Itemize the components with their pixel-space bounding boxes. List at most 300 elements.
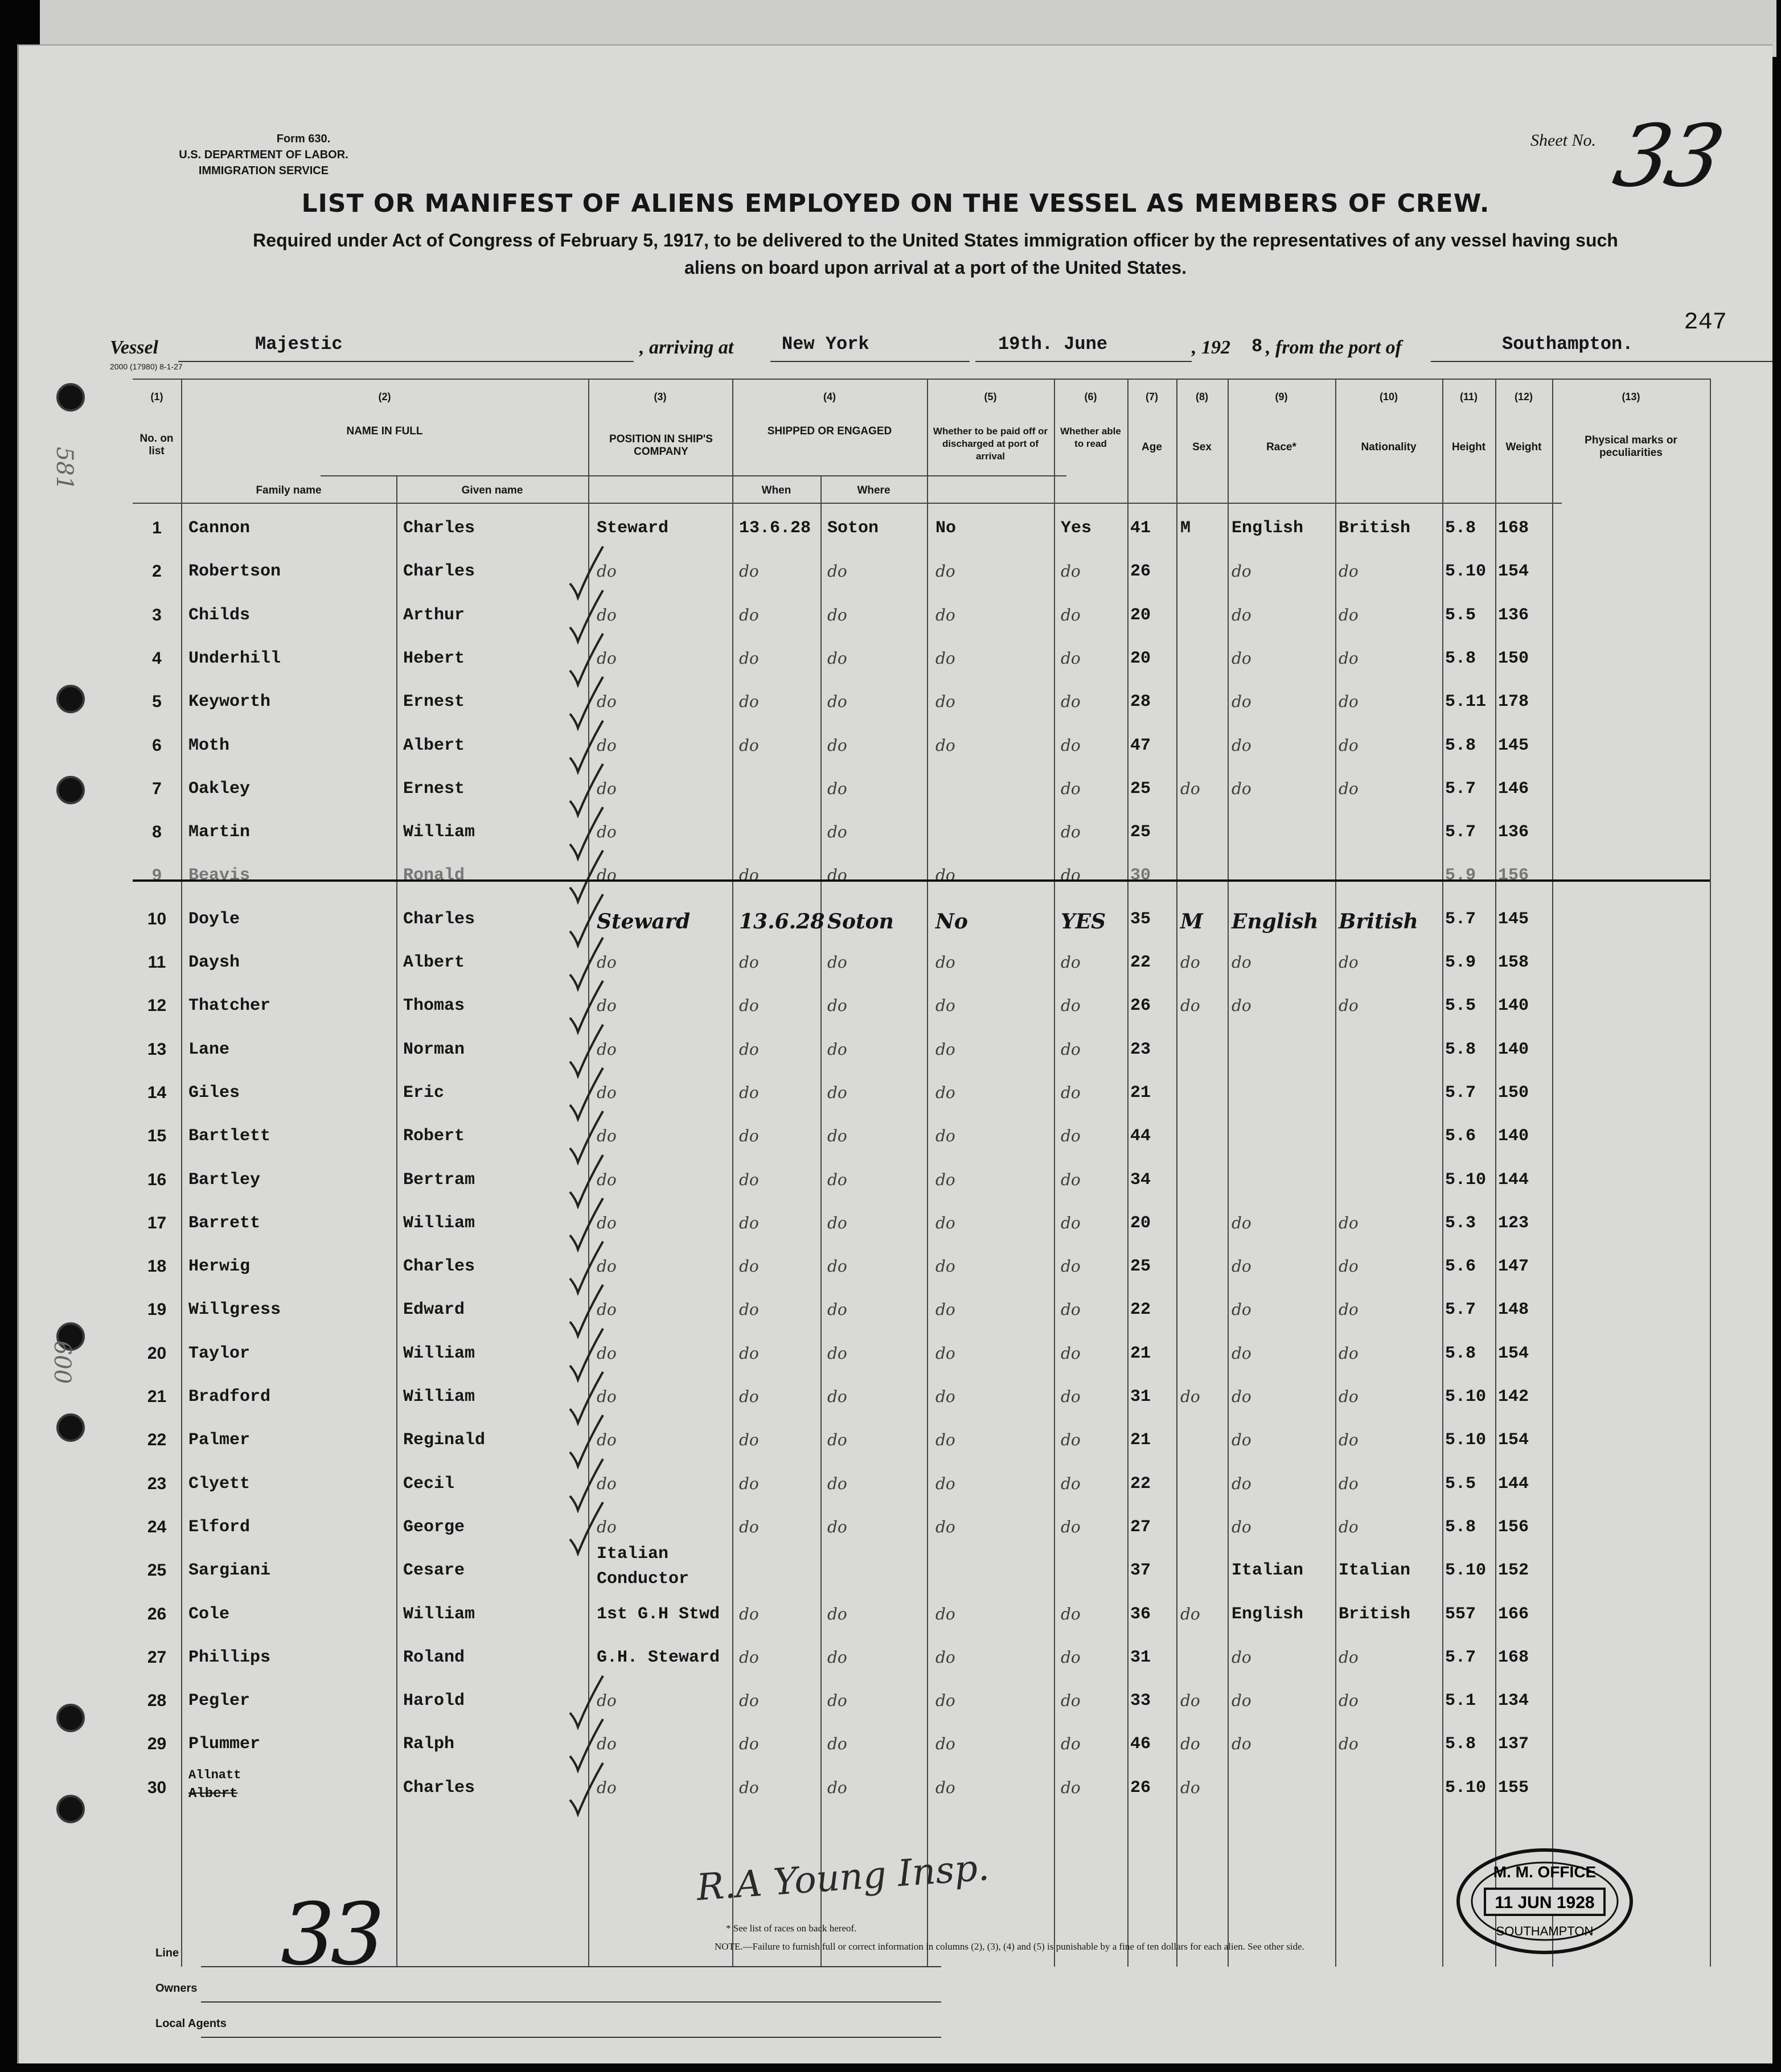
cell-family: Moth	[188, 735, 230, 755]
cell-age: 26	[1130, 996, 1151, 1016]
cell-no: 22	[147, 1430, 167, 1450]
cell-age: 23	[1130, 1039, 1151, 1059]
cell-race: do	[1232, 1257, 1251, 1276]
cell-family: Oakley	[188, 779, 251, 799]
cell-family: Bradford	[188, 1387, 271, 1407]
cell-where: do	[827, 1083, 847, 1102]
col-11-number: (11)	[1459, 391, 1478, 402]
cell-given: Albert	[403, 953, 465, 972]
vessel-name: Majestic	[255, 334, 343, 355]
cell-no: 25	[147, 1561, 167, 1580]
cell-no: 17	[147, 1213, 167, 1232]
cell-read: do	[1061, 735, 1081, 755]
cell-position: do	[597, 1343, 617, 1363]
cell-weight: 150	[1498, 1083, 1529, 1103]
cell-nationality: Italian	[1339, 1561, 1411, 1581]
cell-age: 21	[1130, 1343, 1151, 1363]
cell-family: Allnatt	[188, 1767, 241, 1782]
cell-weight: 155	[1498, 1778, 1529, 1798]
cell-given: Ralph	[403, 1734, 455, 1754]
cell-family: Childs	[188, 605, 251, 625]
cell-when: do	[739, 1343, 759, 1363]
col-6-number: (6)	[1084, 391, 1097, 402]
cell-paid: do	[935, 692, 955, 712]
cell-height: 5.5	[1445, 1474, 1476, 1494]
cell-height: 557	[1445, 1604, 1476, 1624]
cell-read: do	[1061, 1430, 1081, 1450]
cell-family: Clyett	[188, 1474, 251, 1494]
cell-family: Palmer	[188, 1430, 251, 1450]
cell-position: do	[597, 1517, 617, 1536]
cell-weight: 154	[1498, 562, 1529, 582]
vessel-line	[110, 334, 1704, 365]
cell-when: do	[739, 735, 759, 755]
penalty-note: NOTE.—Failure to furnish full or correct information in columns (2), (3), (4) and (5) is punishable by a fine of ten dollars for each alien. See other side.	[715, 1941, 1304, 1952]
cell-read: do	[1061, 996, 1081, 1016]
cell-position: do	[597, 1430, 617, 1450]
cell-weight: 145	[1498, 909, 1529, 929]
cell-read: do	[1061, 605, 1081, 624]
cell-nationality: do	[1339, 1691, 1359, 1711]
cell-nationality: do	[1339, 953, 1359, 972]
cell-read: do	[1061, 1517, 1081, 1536]
table-row	[133, 1292, 1710, 1335]
cell-given: Hebert	[403, 648, 465, 668]
subtitle-line-1: Required under Act of Congress of February 5, 1917, to be delivered to the United States immigration officer by the representatives of any vessel having such	[253, 230, 1618, 250]
cell-family: Robertson	[188, 562, 281, 582]
cell-nationality: do	[1339, 996, 1359, 1016]
cell-where: do	[827, 1517, 847, 1536]
cell-height: 5.10	[1445, 1430, 1487, 1450]
cell-when: 13.6.28	[739, 519, 811, 538]
col-3-header: POSITION IN SHIP'S COMPANY	[609, 433, 713, 458]
table-row	[133, 1075, 1710, 1119]
col-3-number: (3)	[654, 391, 667, 402]
cell-height: 5.8	[1445, 1039, 1476, 1059]
cell-age: 35	[1130, 909, 1151, 929]
cell-paid: No	[935, 519, 957, 538]
cell-read: do	[1061, 1778, 1081, 1797]
cell-age: 26	[1130, 562, 1151, 582]
col-12-number: (12)	[1514, 391, 1533, 402]
strike-through-line	[133, 879, 1710, 882]
cell-where: do	[827, 953, 847, 972]
cell-paid: do	[935, 1517, 955, 1536]
cell-paid: do	[935, 1474, 955, 1493]
cell-family: Herwig	[188, 1257, 251, 1277]
cell-when: do	[739, 1213, 759, 1232]
cell-race: do	[1232, 996, 1251, 1016]
cell-where: do	[827, 779, 847, 798]
cell-race: do	[1232, 1300, 1251, 1319]
cell-race: do	[1232, 648, 1251, 668]
table-row	[133, 1544, 1710, 1596]
cell-height: 5.9	[1445, 953, 1476, 972]
cell-race: do	[1232, 1474, 1251, 1493]
cell-read: Yes	[1061, 519, 1092, 538]
table-row	[133, 728, 1710, 771]
cell-paid: do	[935, 1604, 955, 1623]
cell-when: do	[739, 996, 759, 1016]
cell-paid: do	[935, 1039, 955, 1059]
cell-paid: do	[935, 1691, 955, 1711]
cell-family: Martin	[188, 823, 251, 842]
cell-position: do	[597, 1691, 617, 1711]
cell-nationality: British	[1339, 519, 1411, 538]
cell-weight: 136	[1498, 823, 1529, 842]
cell-race: English	[1232, 519, 1304, 538]
col-10-header: Nationality	[1361, 441, 1417, 453]
cell-where: do	[827, 692, 847, 712]
cell-height: 5.6	[1445, 1127, 1476, 1146]
cell-when: do	[739, 1734, 759, 1754]
cell-paid: do	[935, 1778, 955, 1797]
cell-sex: M	[1180, 519, 1191, 538]
cell-no: 23	[147, 1474, 167, 1493]
cell-read: do	[1061, 562, 1081, 581]
cell-paid: do	[935, 1213, 955, 1232]
cell-weight: 144	[1498, 1170, 1529, 1190]
cell-race: Italian	[1232, 1561, 1304, 1581]
cell-nationality: British	[1339, 1604, 1411, 1624]
cell-paid: do	[935, 1083, 955, 1102]
cell-paid: do	[935, 1127, 955, 1146]
cell-given: Ernest	[403, 692, 465, 712]
table-row	[133, 1423, 1710, 1466]
cell-position: do	[597, 1039, 617, 1059]
form-number: Form 630.	[276, 133, 331, 145]
cell-paid: do	[935, 953, 955, 972]
cell-nationality: British	[1339, 909, 1418, 934]
cell-read: do	[1061, 1170, 1081, 1189]
table-row	[133, 641, 1710, 684]
cell-weight: 152	[1498, 1561, 1529, 1581]
cell-paid: do	[935, 648, 955, 668]
table-row	[133, 511, 1710, 554]
cell-where: do	[827, 1734, 847, 1754]
cell-read: do	[1061, 1691, 1081, 1711]
cell-family-struck: Albert	[188, 1786, 238, 1802]
table-row	[133, 1683, 1710, 1726]
cell-weight: 145	[1498, 735, 1529, 755]
cell-family: Willgress	[188, 1300, 281, 1320]
col-4-header: SHIPPED OR ENGAGED	[767, 425, 892, 437]
cell-read: do	[1061, 1127, 1081, 1146]
cell-read: do	[1061, 1604, 1081, 1623]
cell-height: 5.11	[1445, 692, 1487, 712]
cell-weight: 140	[1498, 996, 1529, 1016]
cell-weight: 158	[1498, 953, 1529, 972]
office-stamp	[1454, 1844, 1636, 1958]
cell-weight: 140	[1498, 1127, 1529, 1146]
cell-height: 5.8	[1445, 519, 1476, 538]
table-row	[133, 1032, 1710, 1075]
cell-paid: do	[935, 1300, 955, 1319]
vessel-label: Vessel	[110, 337, 158, 358]
cell-paid: do	[935, 1343, 955, 1363]
cell-no: 28	[147, 1691, 167, 1711]
cell-position: do	[597, 1734, 617, 1754]
cell-when: do	[739, 562, 759, 581]
cell-family: Doyle	[188, 909, 240, 929]
cell-family: Keyworth	[188, 692, 271, 712]
cell-weight: 168	[1498, 1647, 1529, 1667]
cell-height: 5.8	[1445, 1517, 1476, 1537]
cell-race: do	[1232, 735, 1251, 755]
cell-where: do	[827, 1604, 847, 1623]
sheet-number: 33	[1606, 107, 1729, 206]
cell-no: 12	[147, 996, 167, 1016]
col-5-number: (5)	[984, 391, 997, 402]
table-row	[133, 1767, 1710, 1814]
cell-read: do	[1061, 692, 1081, 712]
inspector-signature: R.A Young Insp.	[695, 1847, 991, 1909]
col-6-header: Whether able to read	[1060, 426, 1121, 449]
form-identifier	[173, 131, 355, 179]
check-mark-icon	[565, 1760, 605, 1817]
cell-position: Italian Conductor	[597, 1544, 690, 1589]
cell-position: do	[597, 1300, 617, 1319]
cell-given: William	[403, 1387, 475, 1407]
cell-weight: 123	[1498, 1213, 1529, 1233]
cell-race: do	[1232, 692, 1251, 712]
cell-given: Reginald	[403, 1430, 486, 1450]
cell-given: Ernest	[403, 779, 465, 799]
cell-height: 5.10	[1445, 562, 1487, 582]
cell-when: do	[739, 1430, 759, 1450]
cell-when: do	[739, 1387, 759, 1406]
cell-position: 1st G.H Stwd	[597, 1604, 720, 1624]
cell-age: 25	[1130, 823, 1151, 842]
cell-no: 26	[147, 1604, 167, 1623]
cell-height: 5.7	[1445, 1083, 1476, 1103]
cell-no: 10	[147, 909, 167, 928]
cell-position: Steward	[597, 909, 690, 934]
margin-mark-top: 581	[51, 446, 78, 491]
cell-paid: do	[935, 1734, 955, 1754]
cell-age: 20	[1130, 648, 1151, 668]
cell-age: 20	[1130, 605, 1151, 625]
races-note: * See list of races on back hereof.	[726, 1923, 857, 1934]
cell-race: do	[1232, 1430, 1251, 1450]
line-field-label: Line	[155, 1947, 179, 1959]
cell-age: 22	[1130, 1300, 1151, 1320]
cell-position: do	[597, 562, 617, 581]
cell-nationality: do	[1339, 1647, 1359, 1667]
cell-position: do	[597, 1083, 617, 1102]
manifest-subtitle	[155, 227, 1716, 281]
cell-where: do	[827, 562, 847, 581]
cell-family: Taylor	[188, 1343, 251, 1363]
footer-note	[715, 1919, 1304, 1956]
cell-position: do	[597, 735, 617, 755]
cell-when: do	[739, 1170, 759, 1189]
cell-age: 25	[1130, 779, 1151, 799]
cell-given: Eric	[403, 1083, 445, 1103]
cell-age: 26	[1130, 1778, 1151, 1798]
cell-position: do	[597, 996, 617, 1016]
cell-no: 4	[152, 648, 162, 668]
cell-where: do	[827, 1127, 847, 1146]
cell-race: do	[1232, 1343, 1251, 1363]
cell-when: do	[739, 1474, 759, 1493]
cell-age: 27	[1130, 1517, 1151, 1537]
cell-when: do	[739, 692, 759, 712]
cell-when: do	[739, 1127, 759, 1146]
margin-mark-mid: 600	[49, 1340, 76, 1384]
cell-paid: do	[935, 1647, 955, 1667]
col-2-given-header: Given name	[461, 484, 523, 496]
cell-no: 21	[147, 1387, 167, 1406]
cell-age: 41	[1130, 519, 1151, 538]
cell-race: do	[1232, 1691, 1251, 1711]
cell-read: do	[1061, 1300, 1081, 1319]
cell-nationality: do	[1339, 1734, 1359, 1754]
cell-paid: do	[935, 1387, 955, 1406]
cell-paid: do	[935, 866, 955, 885]
col-4-where-header: Where	[857, 484, 890, 496]
arrival-port: New York	[782, 334, 869, 355]
cell-when: do	[739, 1778, 759, 1797]
col-1-number: (1)	[150, 391, 163, 402]
cell-nationality: do	[1339, 1300, 1359, 1319]
col-8-header: Sex	[1192, 441, 1212, 453]
cell-when: do	[739, 1517, 759, 1536]
cell-no: 2	[152, 562, 162, 581]
cell-given: Charles	[403, 1778, 475, 1798]
cell-no: 20	[147, 1343, 167, 1363]
col-8-number: (8)	[1196, 391, 1208, 402]
cell-paid: No	[935, 909, 968, 934]
agents-field-label: Local Agents	[155, 2017, 227, 2030]
table-row	[133, 858, 1710, 901]
col-7-header: Age	[1142, 441, 1162, 453]
cell-given: Harold	[403, 1691, 465, 1711]
table-row	[133, 1379, 1710, 1423]
punch-hole	[56, 1704, 85, 1732]
cell-read: do	[1061, 1039, 1081, 1059]
cell-where: do	[827, 1647, 847, 1667]
cell-weight: 154	[1498, 1430, 1529, 1450]
cell-height: 5.7	[1445, 909, 1476, 929]
table-row	[133, 684, 1710, 727]
cell-race: English	[1232, 1604, 1304, 1624]
table-row	[133, 1336, 1710, 1379]
cell-family: Thatcher	[188, 996, 271, 1016]
cell-position: do	[597, 953, 617, 972]
cell-given: Cecil	[403, 1474, 455, 1494]
cell-age: 22	[1130, 953, 1151, 972]
cell-given: Edward	[403, 1300, 465, 1320]
year-digit: 8	[1251, 336, 1263, 357]
cell-no: 3	[152, 605, 162, 624]
cell-where: Soton	[827, 909, 894, 934]
cell-sex: do	[1180, 1778, 1200, 1797]
cell-age: 31	[1130, 1387, 1151, 1407]
cell-read: do	[1061, 1213, 1081, 1232]
punch-hole	[56, 776, 85, 804]
cell-read: do	[1061, 1257, 1081, 1276]
cell-weight: 178	[1498, 692, 1529, 712]
manifest-title: LIST OR MANIFEST OF ALIENS EMPLOYED ON THE VESSEL AS MEMBERS OF CREW.	[301, 189, 1490, 218]
col-11-header: Height	[1451, 441, 1486, 453]
stamp-date: 11 JUN 1928	[1495, 1893, 1595, 1912]
cell-height: 5.10	[1445, 1561, 1487, 1581]
cell-weight: 156	[1498, 866, 1529, 886]
cell-family: Plummer	[188, 1734, 261, 1754]
cell-where: do	[827, 866, 847, 885]
cell-when: do	[739, 648, 759, 668]
cell-nationality: do	[1339, 1257, 1359, 1276]
punch-hole	[56, 685, 85, 713]
cell-height: 5.7	[1445, 1300, 1476, 1320]
manifest-table	[133, 379, 1710, 1967]
cell-height: 5.8	[1445, 1343, 1476, 1363]
cell-no: 18	[147, 1257, 167, 1276]
table-row	[133, 988, 1710, 1031]
cell-age: 21	[1130, 1430, 1151, 1450]
cell-height: 5.8	[1445, 735, 1476, 755]
cell-when: do	[739, 1257, 759, 1276]
table-row	[133, 771, 1710, 815]
cell-race: English	[1232, 909, 1319, 934]
table-row	[133, 1597, 1710, 1640]
cell-weight: 144	[1498, 1474, 1529, 1494]
cell-no: 15	[147, 1127, 167, 1146]
cell-nationality: do	[1339, 562, 1359, 581]
cell-family: Sargiani	[188, 1561, 271, 1581]
cell-no: 6	[152, 735, 162, 755]
cell-height: 5.8	[1445, 1734, 1476, 1754]
cell-when: do	[739, 953, 759, 972]
cell-where: do	[827, 1387, 847, 1406]
punch-hole	[56, 1413, 85, 1442]
cell-height: 5.3	[1445, 1213, 1476, 1233]
cell-position: do	[597, 692, 617, 712]
cell-read: do	[1061, 1474, 1081, 1493]
cell-nationality: do	[1339, 648, 1359, 668]
cell-where: do	[827, 1778, 847, 1797]
col-9-header: Race*	[1266, 441, 1296, 453]
cell-weight: 147	[1498, 1257, 1529, 1277]
sheet-reference-number: 247	[1684, 309, 1727, 336]
cell-height: 5.7	[1445, 1647, 1476, 1667]
cell-no: 1	[152, 519, 162, 537]
cell-no: 7	[152, 779, 162, 798]
cell-family: Cannon	[188, 519, 251, 538]
cell-family: Phillips	[188, 1647, 271, 1667]
cell-where: do	[827, 605, 847, 624]
cell-age: 33	[1130, 1691, 1151, 1711]
cell-given: Charles	[403, 909, 475, 929]
cell-read: do	[1061, 953, 1081, 972]
cell-family: Cole	[188, 1604, 230, 1624]
cell-race: do	[1232, 1734, 1251, 1754]
cell-weight: 146	[1498, 779, 1529, 799]
col-1-header: No. on list	[139, 433, 174, 457]
from-port-label: , from the port of	[1266, 337, 1402, 358]
cell-where: do	[827, 1213, 847, 1232]
cell-nationality: do	[1339, 1343, 1359, 1363]
cell-race: do	[1232, 1517, 1251, 1536]
cell-position: do	[597, 1474, 617, 1493]
cell-when: do	[739, 1083, 759, 1102]
year-prefix: , 192	[1192, 337, 1230, 358]
cell-given: Robert	[403, 1127, 465, 1146]
cell-given: Ronald	[403, 866, 465, 886]
table-row	[133, 1510, 1710, 1553]
arrival-date: 19th. June	[998, 334, 1108, 355]
